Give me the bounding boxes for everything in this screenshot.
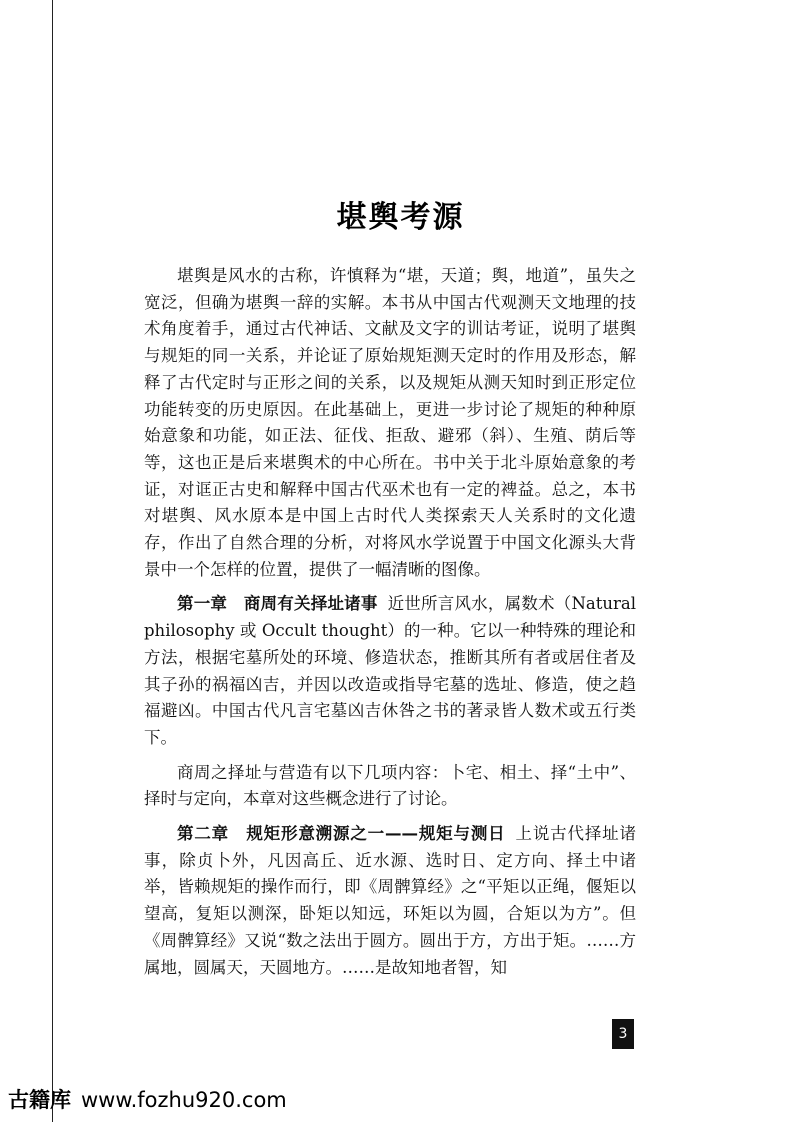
chapter-1-paragraph (144, 591, 636, 751)
chapter-1-summary-paragraph (144, 760, 636, 813)
intro-paragraph (144, 263, 636, 583)
watermark-site-name: 古籍库 (8, 1088, 71, 1112)
chapter-2-paragraph (144, 821, 636, 981)
paragraph-text: 近世所言风水，属数术（Natural philosophy 或 Occult thought）的一种。它以一种特殊的理论和方法，根据宅墓所处的环境、修造状态，推断其所有者或居住者及其子孙的祸福凶吉，并因以改造或指导宅墓的选址、修造，使之趋福避凶。中国古代凡言宅墓凶吉休咎之书的著录皆人数术或五行类下。 (144, 594, 636, 747)
chapter-heading: 第一章 商周有关择址诸事 (177, 594, 378, 614)
watermark-url: www.fozhu920.com (81, 1088, 287, 1112)
body-text (144, 263, 636, 989)
page-number: 3 (612, 1019, 634, 1049)
chapter-heading: 第二章 规矩形意溯源之一——规矩与测日 (177, 824, 506, 844)
binding-rule (52, 0, 53, 1122)
watermark (8, 1084, 287, 1114)
paragraph-text: 堪舆是风水的古称，许慎释为“堪，天道；舆，地道”，虽失之宽泛，但确为堪舆一辞的实解。本书从中国古代观测天文地理的技术角度着手，通过古代神话、文献及文字的训诂考证，说明了堪舆与规矩的同一关系，并论证了原始规矩测天定时的作用及形态，解释了古代定时与正形之间的关系，以及规矩从测天知时到正形定位功能转变的历史原因。在此基础上，更进一步讨论了规矩的种种原始意象和功能，如正法、征伐、拒敌、避邪（斜）、生殖、荫后等等，这也正是后来堪舆术的中心所在。书中关于北斗原始意象的考证，对诓正古史和解释中国古代巫术也有一定的裨益。总之，本书对堪舆、风水原本是中国上古时代人类探索天人关系时的文化遗存，作出了自然合理的分析，对将风水学说置于中国文化源头大背景中一个怎样的位置，提供了一幅清晰的图像。 (144, 266, 636, 579)
paragraph-text: 商周之择址与营造有以下几项内容：卜宅、相土、择“土中”、择时与定向，本章对这些概念进行了讨论。 (144, 762, 636, 809)
page-title: 堪舆考源 (336, 200, 465, 236)
paragraph-text: 上说古代择址诸事，除贞卜外，凡因高丘、近水源、选时日、定方向、择土中诸举，皆赖规矩的操作而行，即《周髀算经》之“平矩以正绳，偃矩以望高，复矩以测深，卧矩以知远，环矩以为圆，合矩以为方”。但《周髀算经》又说“数之法出于圆方。圆出于方，方出于矩。……方属地，圆属天，天圆地方。……是故知地者智，知 (144, 824, 637, 977)
